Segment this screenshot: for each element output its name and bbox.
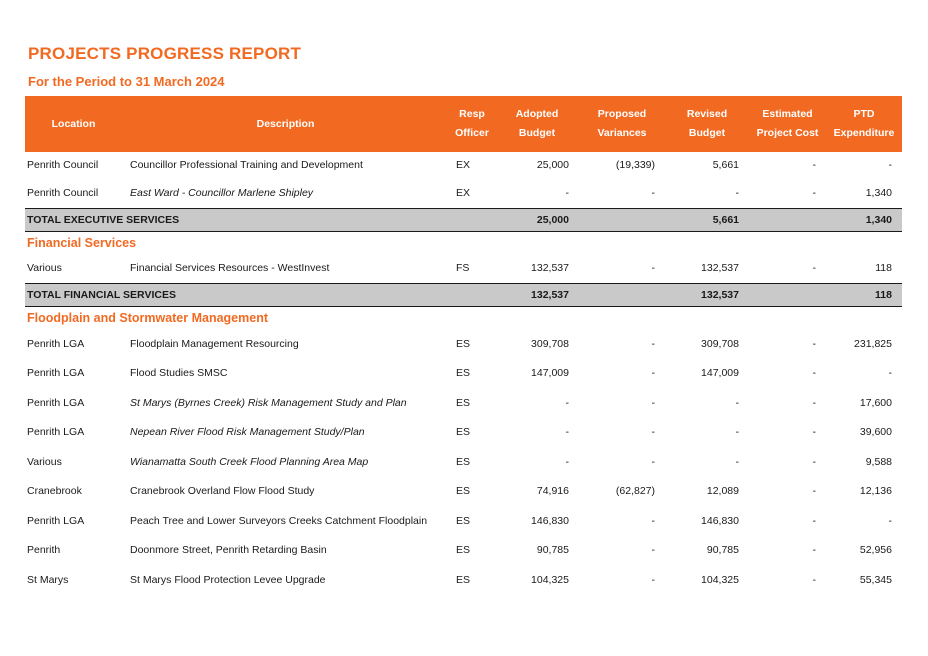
header-location: Location bbox=[25, 96, 122, 152]
cell-proposed-variances: (19,339) bbox=[615, 159, 655, 171]
cell-description: Nepean River Flood Risk Management Study/Plan bbox=[130, 426, 365, 439]
cell-location: Penrith LGA bbox=[27, 514, 85, 527]
cell-description: East Ward - Councillor Marlene Shipley bbox=[130, 186, 314, 199]
cell-proposed-variances: - bbox=[651, 186, 655, 199]
table-row bbox=[25, 536, 902, 566]
cell-estimated-cost: - bbox=[812, 159, 816, 171]
table-row bbox=[25, 506, 902, 536]
cell-description: Doonmore Street, Penrith Retarding Basin bbox=[130, 544, 327, 557]
cell-description: Floodplain Management Resourcing bbox=[130, 337, 299, 350]
table-row bbox=[25, 178, 902, 208]
cell-estimated-cost: - bbox=[812, 485, 816, 498]
cell-adopted-budget: 90,785 bbox=[536, 544, 569, 557]
table-row bbox=[25, 152, 902, 178]
cell-ptd-expenditure: 52,956 bbox=[859, 544, 892, 557]
total-proposed-variances bbox=[579, 208, 665, 231]
table-row bbox=[25, 254, 902, 284]
header-adopted-budget: Adopted Budget bbox=[495, 96, 579, 152]
total-estimated-cost bbox=[749, 284, 826, 307]
table-row bbox=[25, 329, 902, 359]
total-label: TOTAL EXECUTIVE SERVICES bbox=[25, 208, 495, 231]
projects-table bbox=[25, 96, 902, 595]
total-ptd-expenditure: 118 bbox=[826, 284, 902, 307]
cell-description: Wianamatta South Creek Flood Planning Area Map bbox=[130, 455, 369, 468]
header-resp-officer: Resp Officer bbox=[449, 96, 495, 152]
cell-ptd-expenditure: 9,588 bbox=[865, 455, 892, 468]
cell-location: Penrith LGA bbox=[27, 396, 85, 409]
header-proposed-variances: Proposed Variances bbox=[579, 96, 665, 152]
cell-adopted-budget: 74,916 bbox=[536, 485, 569, 498]
cell-proposed-variances: - bbox=[651, 337, 655, 350]
cell-ptd-expenditure: 55,345 bbox=[859, 573, 892, 586]
cell-location: Penrith LGA bbox=[27, 367, 85, 380]
cell-resp-officer: FS bbox=[456, 262, 470, 275]
total-ptd-expenditure: 1,340 bbox=[826, 208, 902, 231]
cell-adopted-budget: - bbox=[565, 396, 569, 409]
total-label: TOTAL FINANCIAL SERVICES bbox=[25, 284, 495, 307]
total-revised-budget: 5,661 bbox=[665, 208, 749, 231]
total-row bbox=[25, 208, 902, 231]
cell-resp-officer: ES bbox=[456, 367, 471, 380]
cell-estimated-cost: - bbox=[812, 396, 816, 409]
cell-estimated-cost: - bbox=[812, 186, 816, 199]
section-title: Floodplain and Stormwater Management bbox=[27, 311, 268, 325]
cell-resp-officer: ES bbox=[456, 337, 471, 350]
report-subtitle: For the Period to 31 March 2024 bbox=[28, 74, 225, 89]
cell-resp-officer: ES bbox=[456, 514, 471, 527]
cell-description: Flood Studies SMSC bbox=[130, 367, 228, 380]
cell-adopted-budget: 132,537 bbox=[531, 262, 569, 275]
cell-revised-budget: 146,830 bbox=[701, 514, 739, 527]
cell-location: Penrith LGA bbox=[27, 426, 85, 439]
cell-location: Various bbox=[27, 455, 62, 468]
cell-resp-officer: ES bbox=[456, 573, 471, 586]
cell-revised-budget: - bbox=[735, 426, 739, 439]
cell-description: Peach Tree and Lower Surveyors Creeks Catchment Floodplain bbox=[130, 514, 428, 527]
total-adopted-budget: 25,000 bbox=[495, 208, 579, 231]
cell-adopted-budget: - bbox=[565, 455, 569, 468]
cell-revised-budget: 309,708 bbox=[701, 337, 739, 350]
cell-adopted-budget: 146,830 bbox=[531, 514, 569, 527]
cell-adopted-budget: 25,000 bbox=[536, 159, 569, 171]
table-row bbox=[25, 388, 902, 418]
section-title: Financial Services bbox=[27, 235, 137, 250]
cell-description: St Marys Flood Protection Levee Upgrade bbox=[130, 573, 326, 586]
cell-location: Penrith LGA bbox=[27, 337, 85, 350]
cell-location: Penrith Council bbox=[27, 186, 99, 199]
cell-estimated-cost: - bbox=[812, 337, 816, 350]
header-revised-budget: Revised Budget bbox=[665, 96, 749, 152]
cell-revised-budget: 12,089 bbox=[706, 485, 739, 498]
cell-proposed-variances: - bbox=[651, 514, 655, 527]
cell-revised-budget: 147,009 bbox=[701, 367, 739, 380]
table-row bbox=[25, 477, 902, 507]
cell-proposed-variances: - bbox=[651, 396, 655, 409]
cell-location: Cranebrook bbox=[27, 485, 82, 498]
cell-ptd-expenditure: 12,136 bbox=[859, 485, 892, 498]
cell-revised-budget: 5,661 bbox=[712, 159, 739, 171]
table-header-row bbox=[25, 96, 902, 152]
cell-description: Councillor Professional Training and Development bbox=[130, 159, 363, 171]
cell-proposed-variances: - bbox=[651, 573, 655, 586]
cell-description: Cranebrook Overland Flow Flood Study bbox=[130, 485, 315, 498]
cell-adopted-budget: - bbox=[565, 186, 569, 199]
cell-adopted-budget: 104,325 bbox=[531, 573, 569, 586]
cell-resp-officer: ES bbox=[456, 455, 471, 468]
total-revised-budget: 132,537 bbox=[665, 284, 749, 307]
cell-adopted-budget: - bbox=[565, 426, 569, 439]
cell-revised-budget: - bbox=[735, 455, 739, 468]
cell-proposed-variances: - bbox=[651, 367, 655, 380]
total-proposed-variances bbox=[579, 284, 665, 307]
cell-ptd-expenditure: 39,600 bbox=[859, 426, 892, 439]
cell-ptd-expenditure: 1,340 bbox=[865, 186, 892, 199]
total-adopted-budget: 132,537 bbox=[495, 284, 579, 307]
cell-proposed-variances: - bbox=[651, 262, 655, 275]
cell-description: Financial Services Resources - WestInvest bbox=[130, 262, 330, 275]
cell-ptd-expenditure: - bbox=[888, 514, 892, 527]
cell-ptd-expenditure: - bbox=[888, 159, 892, 171]
cell-ptd-expenditure: - bbox=[888, 367, 892, 380]
cell-resp-officer: ES bbox=[456, 426, 471, 439]
cell-revised-budget: 132,537 bbox=[701, 262, 739, 275]
cell-estimated-cost: - bbox=[812, 426, 816, 439]
cell-estimated-cost: - bbox=[812, 573, 816, 586]
header-estimated-project-cost: Estimated Project Cost bbox=[749, 96, 826, 152]
header-ptd-expenditure: PTD Expenditure bbox=[826, 96, 902, 152]
report-title: PROJECTS PROGRESS REPORT bbox=[28, 44, 302, 63]
total-row bbox=[25, 284, 902, 307]
cell-ptd-expenditure: 231,825 bbox=[854, 337, 892, 350]
cell-description: St Marys (Byrnes Creek) Risk Management Study and Plan bbox=[130, 396, 407, 409]
cell-location: Various bbox=[27, 262, 62, 275]
cell-revised-budget: - bbox=[735, 396, 739, 409]
cell-revised-budget: - bbox=[735, 186, 739, 199]
cell-estimated-cost: - bbox=[812, 514, 816, 527]
cell-estimated-cost: - bbox=[812, 367, 816, 380]
cell-location: St Marys bbox=[27, 573, 69, 586]
section-row bbox=[25, 231, 902, 254]
table-row bbox=[25, 565, 902, 595]
section-row bbox=[25, 307, 902, 330]
cell-adopted-budget: 147,009 bbox=[531, 367, 569, 380]
cell-resp-officer: ES bbox=[456, 485, 471, 498]
cell-proposed-variances: (62,827) bbox=[615, 485, 655, 498]
cell-adopted-budget: 309,708 bbox=[531, 337, 569, 350]
total-estimated-cost bbox=[749, 208, 826, 231]
cell-resp-officer: ES bbox=[456, 396, 471, 409]
cell-estimated-cost: - bbox=[812, 455, 816, 468]
header-description: Description bbox=[122, 96, 449, 152]
cell-proposed-variances: - bbox=[651, 455, 655, 468]
table-row bbox=[25, 359, 902, 389]
cell-ptd-expenditure: 17,600 bbox=[859, 396, 892, 409]
cell-resp-officer: ES bbox=[456, 544, 471, 557]
cell-estimated-cost: - bbox=[812, 262, 816, 275]
cell-proposed-variances: - bbox=[651, 426, 655, 439]
cell-proposed-variances: - bbox=[651, 544, 655, 557]
cell-resp-officer: EX bbox=[456, 159, 471, 171]
cell-ptd-expenditure: 118 bbox=[875, 262, 892, 275]
cell-revised-budget: 104,325 bbox=[701, 573, 739, 586]
cell-resp-officer: EX bbox=[456, 186, 471, 199]
cell-estimated-cost: - bbox=[812, 544, 816, 557]
table-row bbox=[25, 447, 902, 477]
cell-location: Penrith Council bbox=[27, 159, 99, 171]
cell-location: Penrith bbox=[27, 544, 61, 557]
table-row bbox=[25, 418, 902, 448]
cell-revised-budget: 90,785 bbox=[706, 544, 739, 557]
